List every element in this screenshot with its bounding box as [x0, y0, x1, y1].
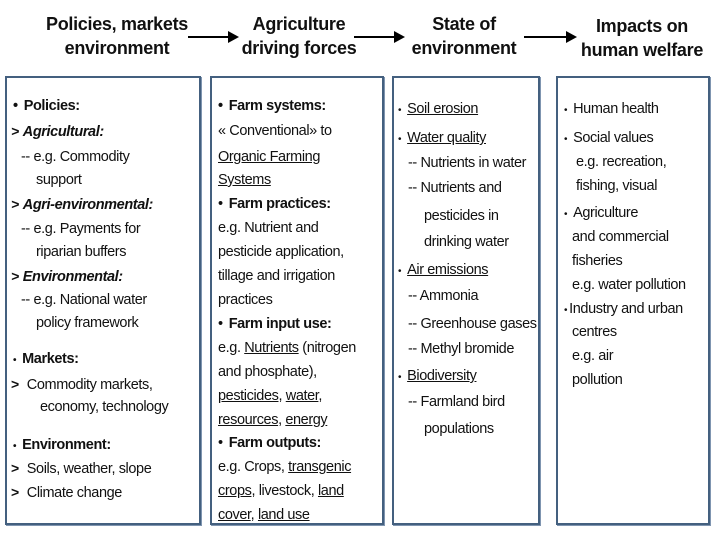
agriculture-sub: and commercial [572, 229, 669, 245]
environmental-example: -- e.g. National water [21, 292, 147, 308]
header-impacts [572, 14, 712, 62]
header-policies [22, 12, 212, 60]
header-line: Agriculture [252, 14, 346, 34]
farm-input-text: resources, energy [218, 412, 328, 428]
markets-item: economy, technology [40, 399, 169, 415]
environment-heading: • Environment: [13, 437, 111, 453]
air-emissions-sub: -- Ammonia [408, 288, 479, 304]
farm-input-text: e.g. Nutrients (nitrogen [218, 340, 356, 356]
policies-heading: • Policies: [13, 98, 80, 114]
farm-practices-text: pesticide application, [218, 244, 344, 260]
environment-item: > Climate change [11, 484, 122, 501]
bullet-icon: • [218, 98, 223, 114]
agri-env-example: -- e.g. Payments for [21, 221, 141, 237]
impacts-box [556, 76, 710, 525]
biodiversity-sub: populations [424, 421, 494, 437]
environmental-policy: > Environmental: [11, 268, 123, 285]
farm-outputs-text: crops, livestock, land [218, 483, 344, 499]
agricultural-example: -- e.g. Commodity [21, 149, 130, 165]
agriculture-sub: fisheries [572, 253, 623, 269]
social-values-sub: fishing, visual [576, 178, 658, 194]
farm-outputs-heading: • Farm outputs: [218, 435, 321, 451]
chevron-bullet-icon: > [11, 123, 19, 139]
chevron-bullet-icon: > [11, 484, 19, 500]
header-line: Policies, markets [46, 14, 188, 34]
farm-input-text: and phosphate), [218, 364, 317, 380]
markets-heading: • Markets: [13, 351, 79, 367]
chevron-bullet-icon: > [11, 268, 19, 284]
flow-arrow [352, 30, 406, 44]
bullet-icon: • [13, 98, 18, 114]
header-line: environment [64, 38, 170, 58]
biodiversity-item: • Biodiversity [398, 368, 477, 384]
bullet-icon: • [13, 441, 17, 452]
header-line: human welfare [580, 40, 704, 60]
farm-practices-text: tillage and irrigation [218, 268, 335, 284]
agriculture-sub: e.g. water pollution [572, 277, 686, 293]
header-line: driving forces [241, 38, 357, 58]
soil-erosion-item: • Soil erosion [398, 101, 479, 117]
industry-sub: e.g. air [572, 348, 614, 364]
chevron-bullet-icon: > [11, 376, 19, 392]
driving-forces-box [210, 76, 384, 525]
flow-arrow [186, 30, 240, 44]
header-line: environment [411, 38, 517, 58]
agricultural-example: support [36, 172, 82, 188]
water-quality-sub: drinking water [424, 234, 509, 250]
bullet-icon: • [218, 316, 223, 332]
environmental-example: policy framework [36, 315, 139, 331]
farm-practices-heading: • Farm practices: [218, 196, 331, 212]
bullet-icon: • [398, 266, 402, 277]
state-box [392, 76, 540, 525]
agri-env-example: riparian buffers [36, 244, 127, 260]
bullet-icon: • [564, 209, 568, 220]
bullet-icon: • [564, 105, 568, 116]
header-line: State of [432, 14, 496, 34]
agricultural-policy: > Agricultural: [11, 123, 104, 140]
bullet-icon: • [398, 105, 402, 116]
industry-item: • Industry and urban [564, 301, 683, 317]
farm-systems-heading: • Farm systems: [218, 98, 326, 114]
farm-outputs-text: cover, land use [218, 507, 310, 523]
farm-outputs-text: e.g. Crops, transgenic [218, 459, 352, 475]
bullet-icon: • [398, 372, 402, 383]
bullet-icon: • [564, 134, 568, 145]
water-quality-item: • Water quality [398, 130, 486, 146]
bullet-icon: • [13, 355, 17, 366]
organic-farming-link: Organic Farming [218, 149, 320, 165]
bullet-icon: • [218, 196, 223, 212]
social-values-item: • Social values [564, 130, 654, 146]
farm-practices-text: e.g. Nutrient and [218, 220, 319, 236]
farm-input-heading: • Farm input use: [218, 316, 332, 332]
human-health-item: • Human health [564, 101, 659, 117]
bullet-icon: • [398, 134, 402, 145]
air-emissions-item: • Air emissions [398, 262, 489, 278]
biodiversity-sub: -- Farmland bird [408, 394, 505, 410]
industry-sub: pollution [572, 372, 623, 388]
water-quality-sub: pesticides in [424, 208, 499, 224]
chevron-bullet-icon: > [11, 460, 19, 476]
agri-env-policy: > Agri-environmental: [11, 196, 153, 213]
organic-farming-link: Systems [218, 172, 271, 188]
bullet-icon: • [564, 305, 568, 316]
farm-practices-text: practices [218, 292, 273, 308]
header-line: Impacts on [595, 16, 689, 36]
farm-systems-text: « Conventional» to [218, 123, 332, 139]
air-emissions-sub: -- Methyl bromide [408, 341, 515, 357]
industry-sub: centres [572, 324, 617, 340]
markets-item: > Commodity markets, [11, 376, 153, 393]
bullet-icon: • [218, 435, 223, 451]
air-emissions-sub: -- Greenhouse gases [408, 316, 537, 332]
water-quality-sub: -- Nutrients in water [408, 155, 527, 171]
environment-item: > Soils, weather, slope [11, 460, 152, 477]
flow-arrow [522, 30, 578, 44]
water-quality-sub: -- Nutrients and [408, 180, 502, 196]
header-state [404, 12, 524, 60]
social-values-sub: e.g. recreation, [576, 154, 667, 170]
farm-input-text: pesticides, water, [218, 388, 323, 404]
chevron-bullet-icon: > [11, 196, 19, 212]
policies-box [5, 76, 201, 525]
agriculture-item: • Agriculture [564, 205, 639, 221]
